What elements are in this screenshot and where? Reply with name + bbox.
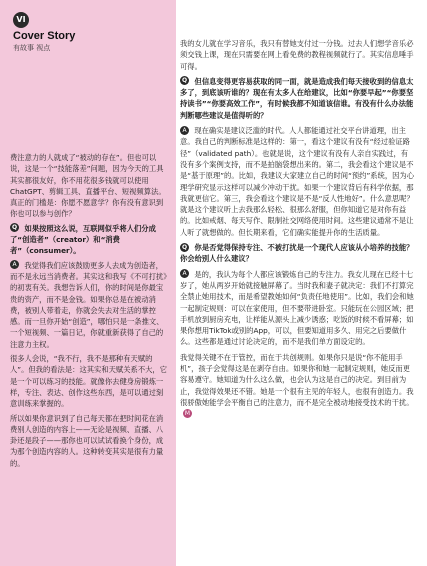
page-header [13, 12, 163, 52]
right-paragraph-1: 我的女儿就在学习音乐，我只有替她支付过一分钱。过去人们想学音乐必须交钱上课，现在只需要在网上看免费的教程视频就行了。其实信息唾手可得。 [180, 39, 414, 71]
left-intro: 费注意力的人就成了“被动的存在”。但也可以说，这是一个“技能落差”问题，因为今天的工具其实都很友好，你不用花很多钱就可以使用ChatGPT、剪辑工具、直播平台、短视频算法。真正的门槛是：你愿不愿意学？你有没有意识到你也可以参与创作？ [10, 153, 166, 219]
answer-4-text: 是的，我认为每个人都应该锻炼自己的专注力。我女儿现在已经十七岁了，她从两岁开始就接触屏幕了。当时我和妻子就决定：我们不打算完全禁止她用技术，而是希望教她如何“负责任地使用”。比如，我们会和她一起制定规则：可以在家使用，但不要带进卧室。只能玩在公园区域；把手机放到厨房充电，让样能从源头上减少诱惑；吃饭的时候不看屏幕；如果你想用TikTok或别的App，可以，但要知道用多久、用完之后要做什么。这些都是通过讨论决定的，而不是我们单方面设定的。 [180, 269, 414, 347]
question-4-text: 你是否觉得保持专注、不被打扰是一个现代人应该从小培养的技能？你会给别人什么建议？ [180, 243, 414, 264]
question-badge-icon: Q [181, 243, 188, 251]
section-subtitle: 有故事 视点 [13, 44, 51, 52]
answer-2 [10, 260, 167, 350]
answer-4-b [180, 352, 415, 420]
answer-3 [180, 125, 415, 238]
question-badge-icon: Q [181, 77, 188, 85]
page-number: VI [13, 12, 29, 28]
answer-2-c: 所以如果你意识到了自己每天都在把时间花在消费别人创造的内容上——无论是视频、直播、八卦还是段子——那你也可以试试看换个身份，成为那个创造内容的人。这种转变其实是很有力量的。 [10, 413, 164, 468]
question-3 [180, 76, 415, 121]
question-4 [180, 242, 415, 265]
answer-2-b: 很多人会说，“我不行，我不是那种有天赋的人”。但我的看法是：这其实和天赋关系不大，它是一个可以练习的技能。就像你去健身房锻炼一样，专注、表达、创作这些东西，是可以通过刻意训练来掌握的。 [10, 354, 168, 409]
answer-4 [180, 269, 415, 348]
question-2-text: 如果按照这么说，互联网似乎将人们分成了“创造者”（creator）和“消费者”（consumer）。 [10, 223, 156, 256]
answer-badge-icon: A [180, 126, 189, 135]
section-title: Cover Story [13, 30, 76, 42]
answer-2-text: 我觉得我们应该鼓励更多人去成为创造者，而不是永远当消费者。其实这和我写《不可打扰》的初衷有关。我想告诉人们，你的时间是你最宝贵的资产，而不是金钱。如果你总是在被动消费，被别人带着走，你就会失去对生活的掌控感。而一旦你开始“创造”，哪怕只是一条推文、一个短视频、一篇日记，你就重新获得了自己的注意力主权。 [10, 260, 167, 349]
right-text-column [180, 38, 415, 424]
question-2 [10, 223, 167, 257]
answer-3-text: 现在确实是建议泛滥的时代。人人都能通过社交平台讲道理，出主意。我自己的判断标准是这样的：第一，看这个建议有没有“经过验证路径”（validated path）。也就是说，这个建议有没有人亲自实践过，有没有多个案例支持，而不是拍脑袋想出来的。第二，我会看这个建议是不是“基于原理”的。比如，我建议大家建立自己的时间“预约”系统，因为心理学研究显示这样可以减少冲动干扰。如果一个建议背后有科学依据，那我就更信它。第三，我会看这个建议是不是“反人性地好”。什么意思呢？就是这个建议听上去我那么轻松、很那么舒服，但你知道它是对你有益的。比如戒烟、每天写作、限制社交网络使用时间。这些建议通常不是让人听了就想做的。但长期来看，它们确实能提升你的生活质量。 [180, 126, 415, 237]
answer-4-b-text: 我觉得关键不在于管控，而在于共创规则。如果你只是说“你不能用手机”，孩子会觉得这是在剥夺自由。如果你和她一起制定规则，她反而更容易遵守。她知道为什么这么做，也会认为这是自己的决定。到目前为止，我觉得效果还不错。她是一个很有主见的年轻人，也很有创造力。我很骄傲她能学会平衡自己的注意力，而不是完全被动地接受技术的干扰。 [180, 352, 414, 407]
answer-badge-icon: A [10, 260, 19, 269]
left-text-column [10, 152, 167, 472]
answer-badge-icon: A [180, 269, 189, 278]
end-mark-icon: M [184, 409, 191, 417]
question-3-text: 但信息变得更容易获取的同一面，就是造成我们每天接收到的信息太多了，到底该听谁的？现在有太多人在给建议，比如“你要早起”“你要坚持读书”“你要高效工作”，有时候我都不知道该信谁。有没有什么办法能判断哪些建议是值得听的？ [180, 76, 414, 120]
question-badge-icon: Q [11, 224, 18, 232]
